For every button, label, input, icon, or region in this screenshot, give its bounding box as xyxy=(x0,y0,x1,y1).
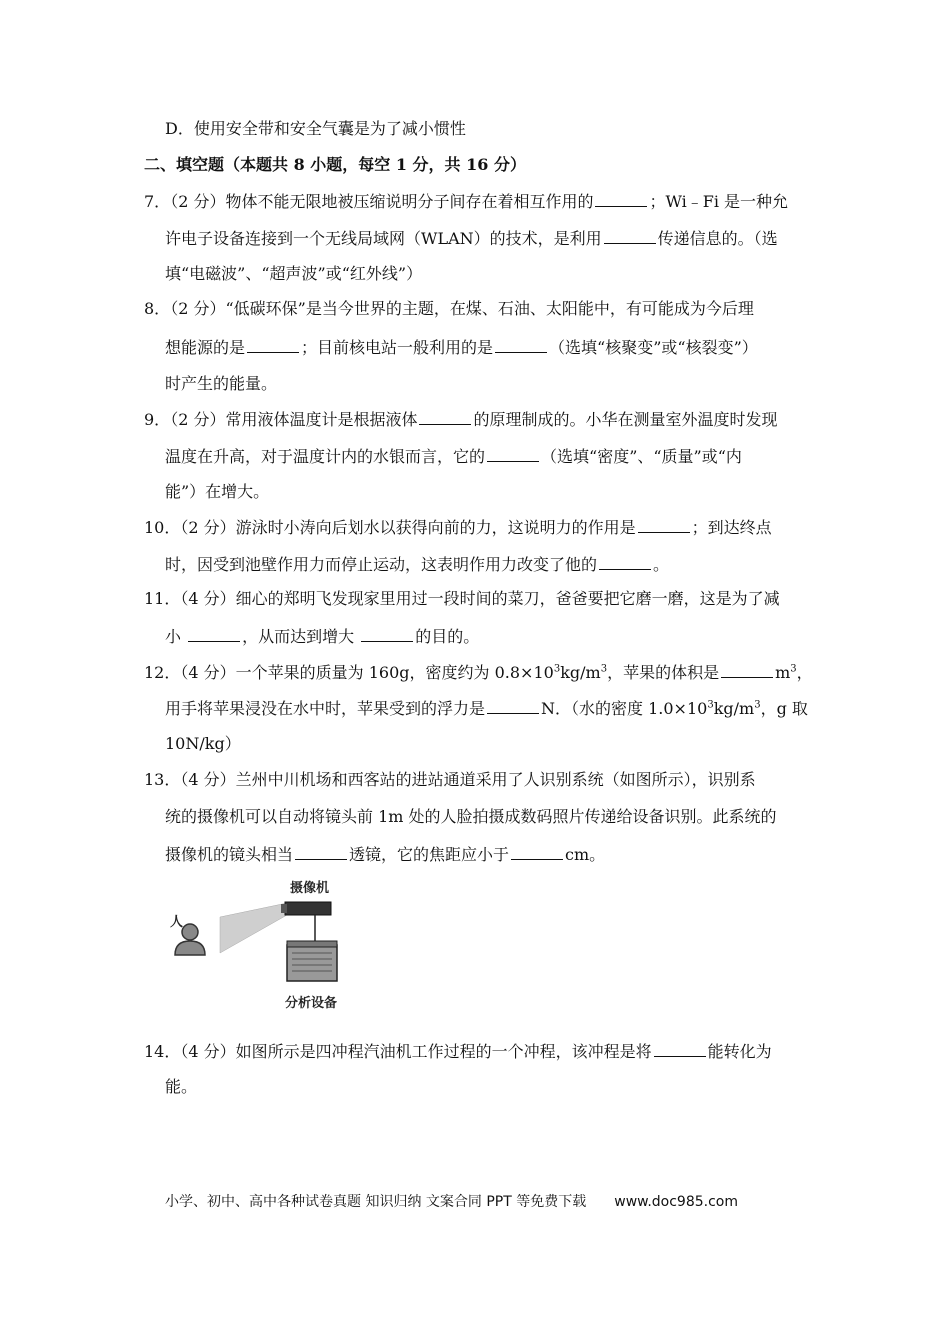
q7-text-e: 填“电磁波”、“超声波”或“红外线”） xyxy=(165,264,423,283)
q12-line-1 xyxy=(144,661,813,684)
q14-line-1 xyxy=(144,1040,772,1063)
q10-text-c: 时，因受到池壁作用力而停止运动，这表明作用力改变了他的 xyxy=(165,555,598,574)
q12-text-b: kg/m xyxy=(560,663,601,682)
device-label: 分析设备 xyxy=(285,996,338,1011)
q9-text-b: 的原理制成的。小华在测量室外温度时发现 xyxy=(473,410,778,429)
q11-line-2 xyxy=(165,625,479,648)
q9-line-2 xyxy=(165,445,742,468)
q9-text-c: 温度在升高，对于温度计内的水银而言，它的 xyxy=(165,447,486,466)
q12-text-d: m xyxy=(775,663,791,682)
q12-text-h: kg/m xyxy=(713,699,755,718)
q11-text-d: 的目的。 xyxy=(415,627,480,646)
q12-text-g: N．（水的密度 1.0×10 xyxy=(541,699,708,718)
q12-text-c: ，苹果的体积是 xyxy=(607,663,720,682)
superscript: 3 xyxy=(754,699,761,711)
q7-text-c: 许电子设备连接到一个无线局域网（WLAN）的技术，是利用 xyxy=(165,229,602,248)
q10-text-d: 。 xyxy=(653,555,670,574)
q14-number: 14． xyxy=(144,1042,181,1061)
q12-text-f: 用手将苹果浸没在水中时，苹果受到的浮力是 xyxy=(165,699,486,718)
q9-text-e: 能”）在增大。 xyxy=(165,482,270,501)
q12-text-e: ， xyxy=(796,663,813,682)
footer-text: 小学、初中、高中各种试卷真题 知识归纳 文案合同 PPT 等免费下载 xyxy=(165,1194,587,1210)
q13-line-3 xyxy=(165,843,605,866)
q13-line-1 xyxy=(144,769,756,791)
q13-text-e: cm。 xyxy=(565,845,606,864)
q7-number: 7． xyxy=(144,192,171,211)
camera-label: 摄像机 xyxy=(290,881,330,896)
q13-text-b: 统的摄像机可以自动将镜头前 1m 处的人脸拍摄成数码照片传递给设备识别。此系统的 xyxy=(165,807,777,826)
q7-text-a: （2 分）物体不能无限地被压缩说明分子间存在着相互作用的 xyxy=(170,192,594,211)
q7-text-b: ；Wi﹣Fi 是一种允 xyxy=(649,192,789,211)
q10-number: 10． xyxy=(144,518,181,537)
superscript: 3 xyxy=(707,699,714,711)
q7-line-3 xyxy=(165,263,422,285)
q12-text-i: ，g 取 xyxy=(760,699,808,718)
q11-number: 11． xyxy=(144,589,181,608)
q13-text-a: （4 分）兰州中川机场和西客站的进站通道采用了人识别系统（如图所示），识别系 xyxy=(180,770,756,789)
q10-line-2 xyxy=(165,553,669,576)
q13-line-2 xyxy=(165,806,777,828)
q12-number: 12． xyxy=(144,663,181,682)
q12-line-3 xyxy=(165,733,241,755)
answer-blank[interactable] xyxy=(247,336,299,353)
superscript: 3 xyxy=(790,663,797,675)
answer-blank[interactable] xyxy=(638,516,690,533)
superscript: 3 xyxy=(600,663,608,675)
q14-text-a: （4 分）如图所示是四冲程汽油机工作过程的一个冲程，该冲程是将 xyxy=(180,1042,652,1061)
q11-line-1 xyxy=(144,588,780,610)
answer-blank[interactable] xyxy=(188,625,240,642)
answer-blank[interactable] xyxy=(419,408,471,425)
option-d xyxy=(165,118,466,140)
answer-blank[interactable] xyxy=(487,697,539,714)
q11-text-b: 小 xyxy=(165,627,187,646)
section-heading xyxy=(144,154,526,176)
q12-text-j: 10N/kg） xyxy=(165,734,241,753)
analysis-device-icon xyxy=(287,941,337,981)
q12-line-2 xyxy=(165,697,808,720)
person-icon xyxy=(175,924,205,955)
q9-text-a: （2 分）常用液体温度计是根据液体 xyxy=(170,410,418,429)
q10-text-b: ；到达终点 xyxy=(691,518,772,537)
q8-text-d: （选填“核聚变”或“核裂变”） xyxy=(549,338,758,357)
camera-beam xyxy=(220,903,287,953)
answer-blank[interactable] xyxy=(604,227,656,244)
answer-blank[interactable] xyxy=(295,843,347,860)
answer-blank[interactable] xyxy=(495,336,547,353)
q13-text-c: 摄像机的镜头相当 xyxy=(165,845,294,864)
q8-text-b: 想能源的是 xyxy=(165,338,246,357)
answer-blank[interactable] xyxy=(654,1040,706,1057)
q8-text-c: ；目前核电站一般利用的是 xyxy=(301,338,494,357)
q11-text-c: ，从而达到增大 xyxy=(242,627,360,646)
answer-blank[interactable] xyxy=(599,553,651,570)
answer-blank[interactable] xyxy=(721,661,773,678)
q8-text-e: 时产生的能量。 xyxy=(165,374,278,393)
q8-line-1 xyxy=(144,298,754,320)
q8-text-a: （2 分）“低碳环保”是当今世界的主题，在煤、石油、太阳能中，有可能成为今后理 xyxy=(170,299,754,318)
q7-text-d: 传递信息的。（选 xyxy=(657,229,778,248)
figure-drawing xyxy=(165,875,355,990)
answer-blank[interactable] xyxy=(511,843,563,860)
q9-number: 9． xyxy=(144,410,171,429)
q12-text-a: （4 分）一个苹果的质量为 160g，密度约为 0.8×10 xyxy=(180,663,554,682)
q10-text-a: （2 分）游泳时小涛向后划水以获得向前的力，这说明力的作用是 xyxy=(180,518,636,537)
q13-text-d: 透镜，它的焦距应小于 xyxy=(349,845,510,864)
q14-text-b: 能转化为 xyxy=(707,1042,772,1061)
answer-blank[interactable] xyxy=(487,445,539,462)
q14-text-c: 能。 xyxy=(165,1077,198,1096)
section-heading-text: 二、填空题（本题共 8 小题，每空 1 分，共 16 分） xyxy=(144,155,526,174)
q8-line-2 xyxy=(165,336,758,359)
q10-line-1 xyxy=(144,516,772,539)
q11-text-a: （4 分）细心的郑明飞发现家里用过一段时间的菜刀，爸爸要把它磨一磨，这是为了减 xyxy=(180,589,780,608)
q8-line-3 xyxy=(165,373,277,395)
answer-blank[interactable] xyxy=(595,190,647,207)
q8-number: 8． xyxy=(144,299,171,318)
q7-line-2 xyxy=(165,227,778,250)
camera-icon xyxy=(281,902,331,915)
superscript: 3 xyxy=(553,663,561,675)
q9-line-1 xyxy=(144,408,777,431)
q13-number: 13． xyxy=(144,770,181,789)
footer-site-link[interactable]: www.doc985.com xyxy=(614,1194,738,1210)
q7-line-1 xyxy=(144,190,788,213)
page-footer xyxy=(165,1191,738,1211)
answer-blank[interactable] xyxy=(361,625,413,642)
person-label: 人 xyxy=(170,915,184,930)
face-recognition-figure xyxy=(165,875,355,1010)
q9-line-3 xyxy=(165,481,269,503)
q14-line-2 xyxy=(165,1076,197,1098)
option-d-text: D．使用安全带和安全气囊是为了减小惯性 xyxy=(165,119,466,138)
q9-text-d: （选填“密度”、“质量”或“内 xyxy=(541,447,742,466)
